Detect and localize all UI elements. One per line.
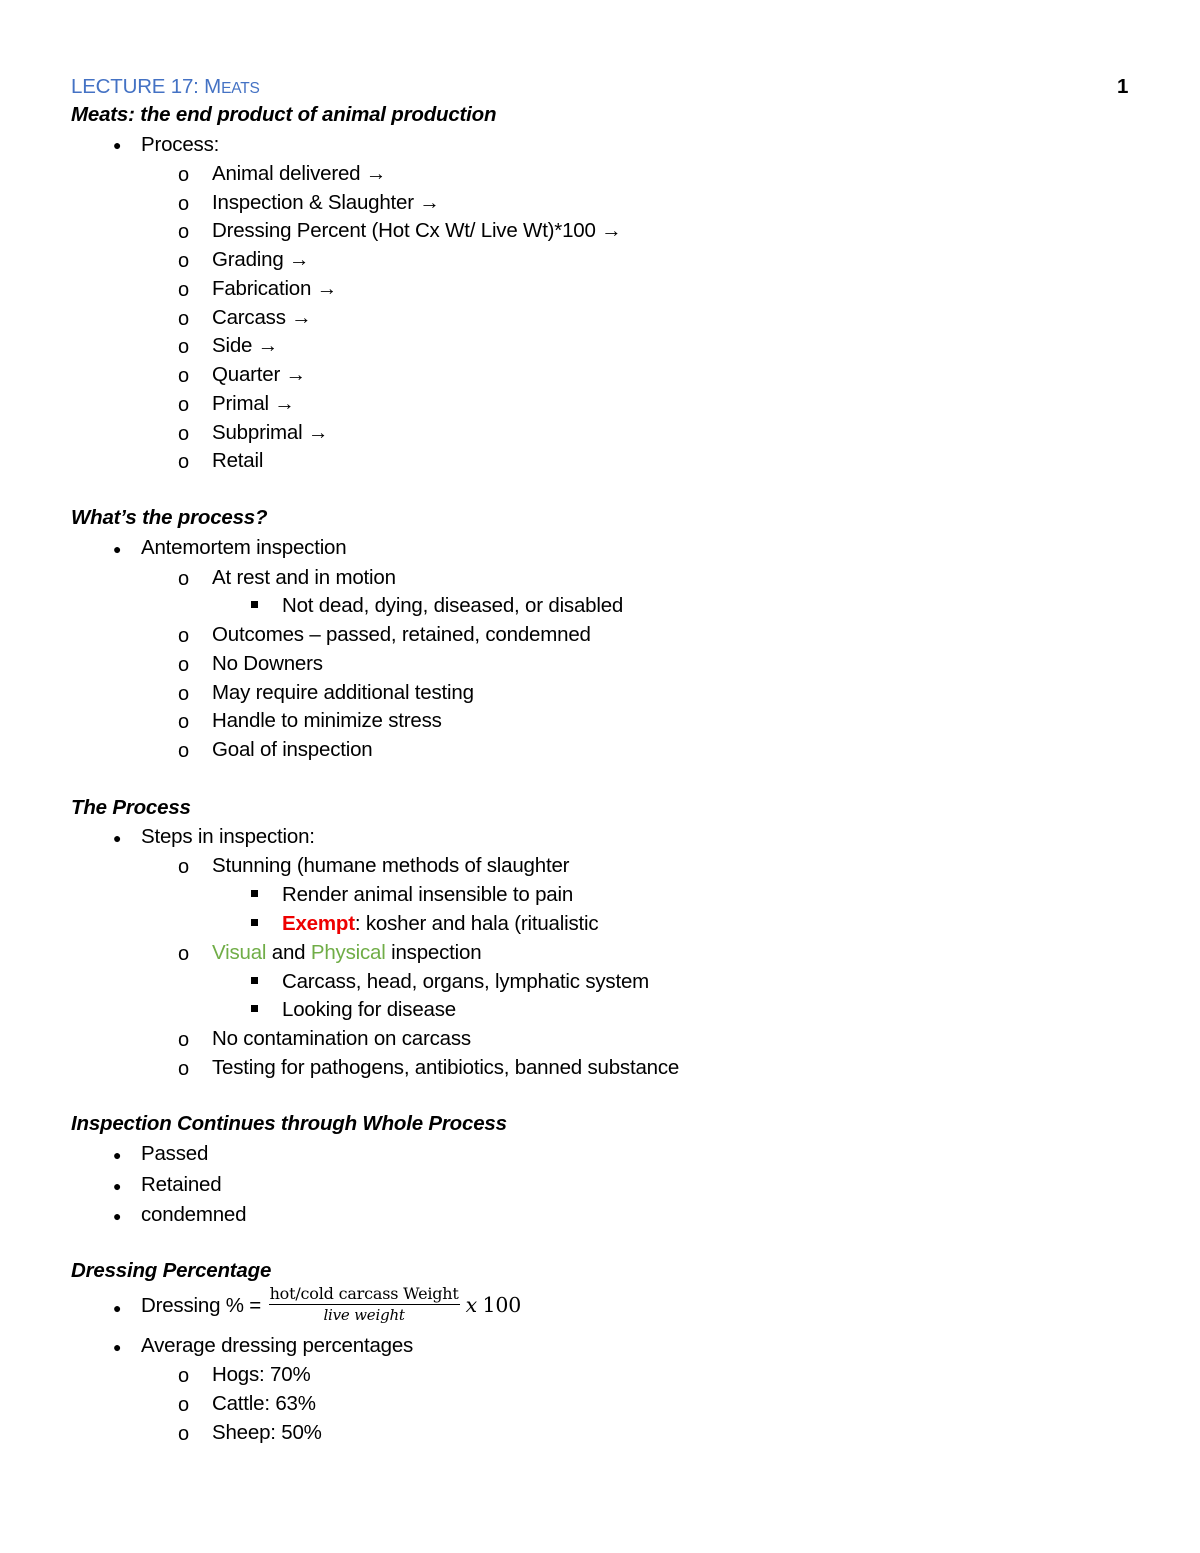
process-step: Retail — [212, 449, 264, 472]
steps-in-inspection-label: Steps in inspection: — [141, 825, 315, 848]
antemortem-item: At rest and in motion — [212, 566, 396, 589]
outcome-item: Passed — [141, 1142, 209, 1165]
square-marker — [251, 601, 258, 608]
antemortem-subitem: Not dead, dying, diseased, or disabled — [282, 594, 624, 617]
process-step: Dressing Percent (Hot Cx Wt/ Live Wt)*100 → — [212, 219, 622, 242]
circle-marker: o — [178, 1058, 190, 1080]
carcass-parts-subitem: Carcass, head, organs, lymphatic system — [282, 970, 650, 993]
bullet-marker: ● — [113, 1147, 122, 1163]
testing-item: Testing for pathogens, antibiotics, banned substance — [212, 1056, 680, 1079]
page-number: 1 — [1117, 75, 1129, 98]
square-marker — [251, 919, 258, 926]
title-prefix: LECTURE 17: M — [71, 75, 222, 98]
circle-marker: o — [178, 1423, 190, 1445]
process-step: Animal delivered → — [212, 162, 387, 185]
process-step: Primal → — [212, 392, 295, 415]
bullet-marker: ● — [113, 1339, 122, 1355]
process-step: Side → — [212, 334, 279, 357]
section-heading-meats: Meats: the end product of animal production — [71, 103, 497, 126]
process-label: Process: — [141, 133, 220, 156]
antemortem-label: Antemortem inspection — [141, 536, 347, 559]
circle-marker: o — [178, 279, 190, 301]
square-marker — [251, 1005, 258, 1012]
outcome-item: Retained — [141, 1173, 222, 1196]
circle-marker: o — [178, 308, 190, 330]
circle-marker: o — [178, 568, 190, 590]
formula-fraction — [269, 1285, 460, 1324]
bullet-marker: ● — [113, 1208, 122, 1224]
circle-marker: o — [178, 250, 190, 272]
physical-label: Physical — [310, 941, 386, 964]
formula-numerator: hot/cold carcass Weight — [269, 1284, 459, 1304]
average-label: Average dressing percentages — [141, 1334, 414, 1357]
circle-marker: o — [178, 365, 190, 387]
circle-marker: o — [178, 1029, 190, 1051]
circle-marker: o — [178, 394, 190, 416]
antemortem-item: May require additional testing — [212, 681, 474, 704]
visual-physical-item — [212, 940, 481, 966]
looking-subitem: Looking for disease — [282, 998, 456, 1021]
circle-marker: o — [178, 943, 190, 965]
process-step: Fabrication → — [212, 277, 338, 300]
render-subitem: Render animal insensible to pain — [282, 883, 574, 906]
inspection-text: inspection — [385, 941, 482, 964]
antemortem-item: Goal of inspection — [212, 738, 373, 761]
formula-hundred: 100 — [482, 1293, 522, 1317]
process-step: Inspection & Slaughter → — [212, 191, 440, 214]
exempt-label: Exempt — [282, 912, 355, 935]
average-item: Sheep: 50% — [212, 1421, 322, 1444]
bullet-marker: ● — [113, 1300, 122, 1316]
process-step: Subprimal → — [212, 421, 329, 444]
circle-marker: o — [178, 856, 190, 878]
section-heading-whats-the-process: What’s the process? — [71, 506, 268, 529]
process-step: Grading → — [212, 248, 310, 271]
circle-marker: o — [178, 1394, 190, 1416]
circle-marker: o — [178, 683, 190, 705]
square-marker — [251, 890, 258, 897]
circle-marker: o — [178, 423, 190, 445]
antemortem-item: Outcomes – passed, retained, condemned — [212, 623, 591, 646]
circle-marker: o — [178, 164, 190, 186]
section-heading-the-process: The Process — [71, 796, 191, 819]
section-heading-inspection-continues: Inspection Continues through Whole Process — [71, 1112, 507, 1135]
circle-marker: o — [178, 336, 190, 358]
stunning-item: Stunning (humane methods of slaughter — [212, 854, 570, 877]
square-marker — [251, 977, 258, 984]
bullet-marker: ● — [113, 137, 122, 153]
process-step: Quarter → — [212, 363, 306, 386]
exempt-text: : kosher and hala (ritualistic — [354, 912, 599, 935]
formula-times: x — [465, 1293, 478, 1317]
lecture-title — [71, 74, 260, 102]
title-smallcaps: EATS — [221, 80, 260, 97]
average-item: Hogs: 70% — [212, 1363, 311, 1386]
process-step: Carcass → — [212, 306, 312, 329]
formula-label: Dressing % = — [141, 1294, 267, 1317]
section-heading-dressing-percentage: Dressing Percentage — [71, 1259, 272, 1282]
bullet-marker: ● — [113, 541, 122, 557]
and-text: and — [266, 941, 311, 964]
antemortem-item: No Downers — [212, 652, 323, 675]
circle-marker: o — [178, 1365, 190, 1387]
circle-marker: o — [178, 625, 190, 647]
exempt-subitem — [282, 911, 598, 937]
circle-marker: o — [178, 193, 190, 215]
antemortem-item: Handle to minimize stress — [212, 709, 442, 732]
dressing-formula — [141, 1286, 521, 1326]
circle-marker: o — [178, 654, 190, 676]
bullet-marker: ● — [113, 1178, 122, 1194]
circle-marker: o — [178, 451, 190, 473]
circle-marker: o — [178, 711, 190, 733]
circle-marker: o — [178, 740, 190, 762]
outcome-item: condemned — [141, 1203, 247, 1226]
visual-label: Visual — [212, 941, 267, 964]
bullet-marker: ● — [113, 830, 122, 846]
no-contamination-item: No contamination on carcass — [212, 1027, 471, 1050]
circle-marker: o — [178, 221, 190, 243]
average-item: Cattle: 63% — [212, 1392, 316, 1415]
formula-denominator: live weight — [323, 1306, 405, 1325]
